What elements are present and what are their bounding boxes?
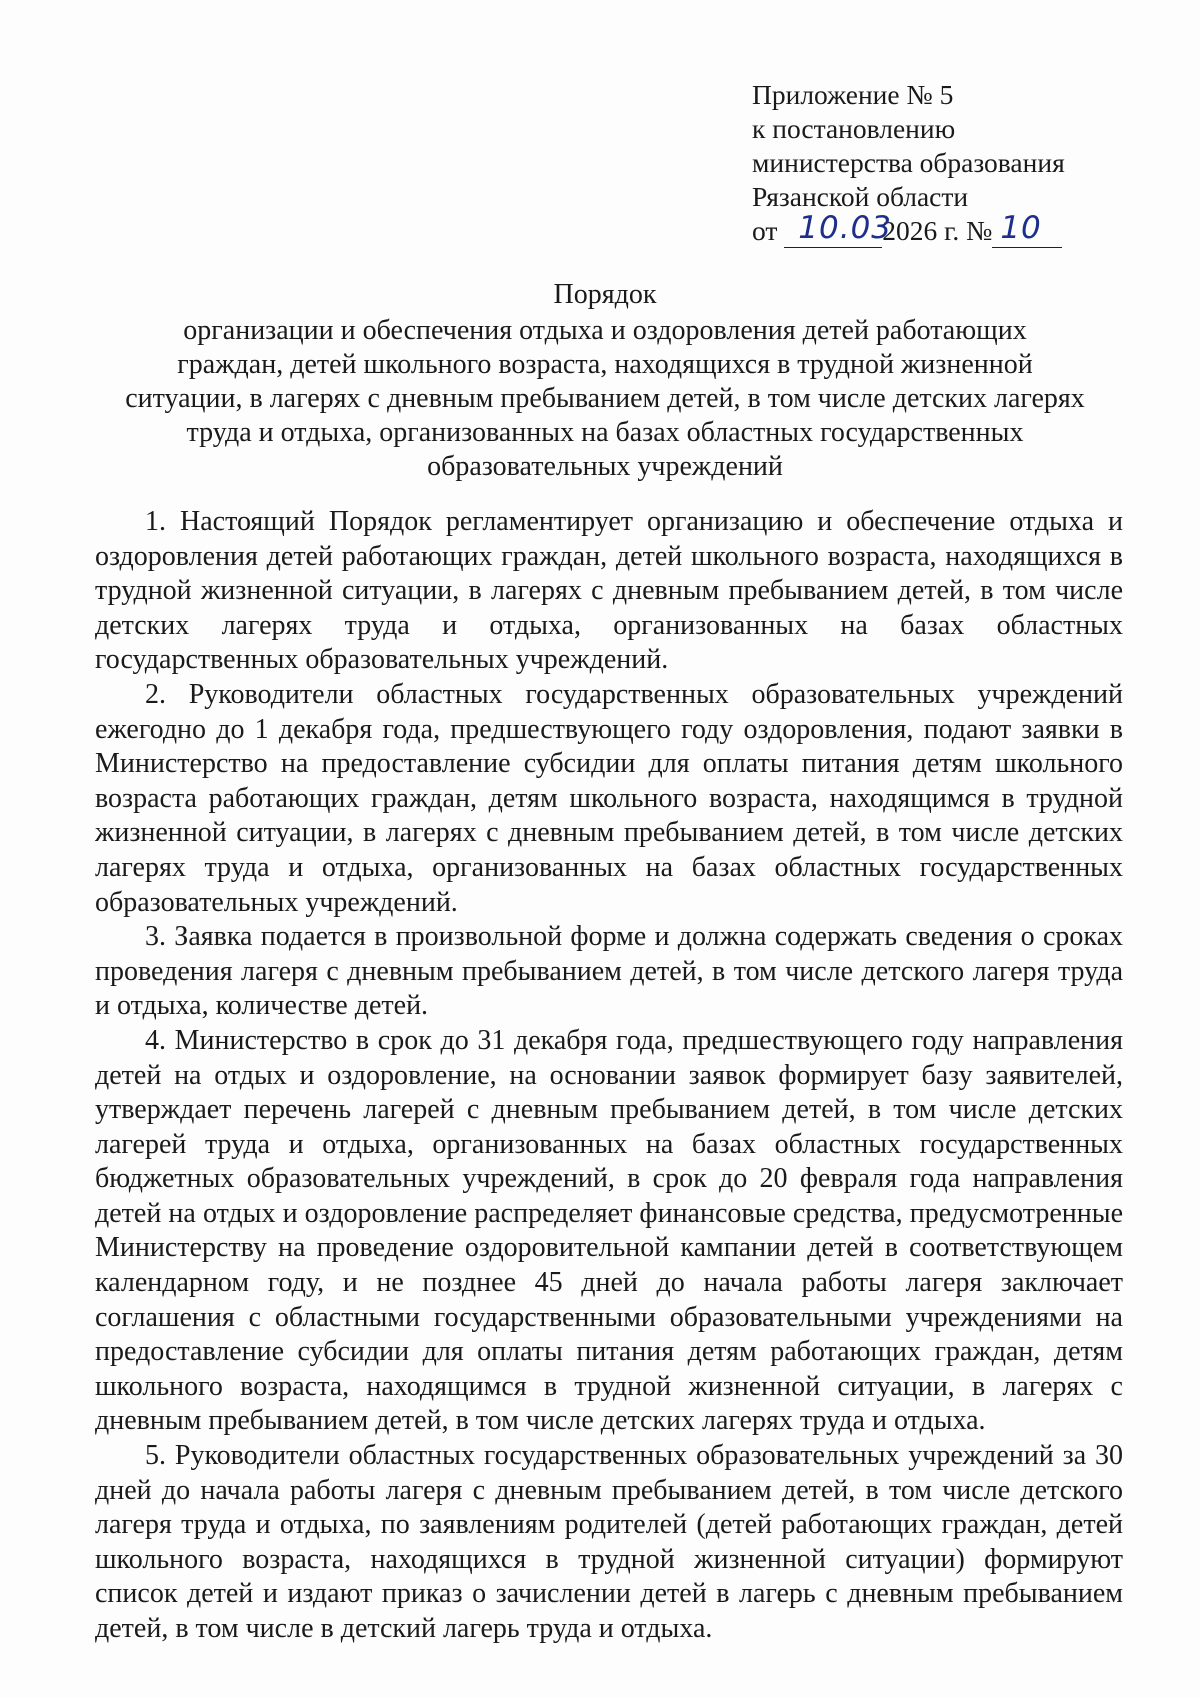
appendix-line-2: к постановлению xyxy=(752,113,956,144)
appendix-header xyxy=(752,78,1065,248)
paragraph-2: 2. Руководители областных государственных образовательных учреждений ежегодно до 1 декабря года, предшествующего году оздоровления, подают заявки в Министерство на предоставление субсидии для оплаты питания детям школьного возраста работающих граждан, детям школьного возраста, находящимся в трудной жизненной ситуации, в лагерях с дневным пребыванием детей, в том числе детских лагерях труда и отдыха, организованных на базах областных государственных образовательных учреждений. xyxy=(95,678,1123,918)
appendix-line-1: Приложение № 5 xyxy=(752,79,954,110)
handwritten-date: 10.03 xyxy=(798,210,893,246)
date-prefix: от xyxy=(752,215,778,246)
title-line-2: граждан, детей школьного возраста, находящихся в трудной жизненной xyxy=(177,349,1033,380)
title-heading: Порядок xyxy=(553,279,657,310)
appendix-line-3: министерства образования xyxy=(752,147,1065,178)
appendix-line-4: Рязанской области xyxy=(752,181,969,212)
paragraph-5: 5. Руководители областных государственных образовательных учреждений за 30 дней до начала работы лагеря с дневным пребыванием детей, в том числе детского лагеря труда и отдыха, по заявлениям родителей (детей работающих граждан, детей школьного возраста, находящихся в трудной жизненной ситуации) формируют список детей и издают приказ о зачислении детей в лагерь с дневным пребыванием детей, в том числе в детский лагерь труда и отдыха. xyxy=(95,1440,1123,1644)
year-text: 2026 г. № xyxy=(882,215,993,246)
title-line-1: организации и обеспечения отдыха и оздоровления детей работающих xyxy=(183,315,1027,346)
paragraph-3: 3. Заявка подается в произвольной форме и должна содержать сведения о сроках проведения лагеря с дневным пребыванием детей, в том числе детского лагеря труда и отдыха, количестве детей. xyxy=(95,921,1123,1022)
number-blank xyxy=(992,210,1062,248)
appendix-date-line xyxy=(752,210,1065,248)
document-body xyxy=(95,505,1123,1647)
title-line-4: труда и отдыха, организованных на базах областных государственных xyxy=(186,417,1024,448)
handwritten-number: 10 xyxy=(1000,210,1042,246)
title-line-3: ситуации, в лагерях с дневным пребыванием детей, в том числе детских лагерях xyxy=(125,383,1085,414)
date-blank xyxy=(784,210,893,248)
paragraph-1: 1. Настоящий Порядок регламентирует организацию и обеспечение отдыха и оздоровления детей работающих граждан, детей школьного возраста, находящихся в трудной жизненной ситуации, в лагерях с дневным пребыванием детей, в том числе детских лагерях труда и отдыха, организованных на базах областных государственных образовательных учреждений. xyxy=(95,506,1123,676)
title-line-5: образовательных учреждений xyxy=(427,451,783,482)
document-title xyxy=(110,278,1100,484)
paragraph-4: 4. Министерство в срок до 31 декабря года, предшествующего году направления детей на отдых и оздоровление, на основании заявок формирует базу заявителей, утверждает перечень лагерей с дневным пребыванием детей, в том числе детских лагерей труда и отдыха, организованных на базах областных государственных бюджетных образовательных учреждений, в срок до 20 февраля года направления детей на отдых и оздоровление распределяет финансовые средства, предусмотренные Министерству на проведение оздоровительной кампании детей в соответствующем календарном году, и не позднее 45 дней до начала работы лагеря заключает соглашения с областными государственными образовательными учреждениями на предоставление субсидии для оплаты питания детям работающих граждан, детям школьного возраста, находящимся в трудной жизненной ситуации, в лагерях с дневным пребыванием детей, в том числе детских лагерях труда и отдыха. xyxy=(95,1024,1123,1437)
